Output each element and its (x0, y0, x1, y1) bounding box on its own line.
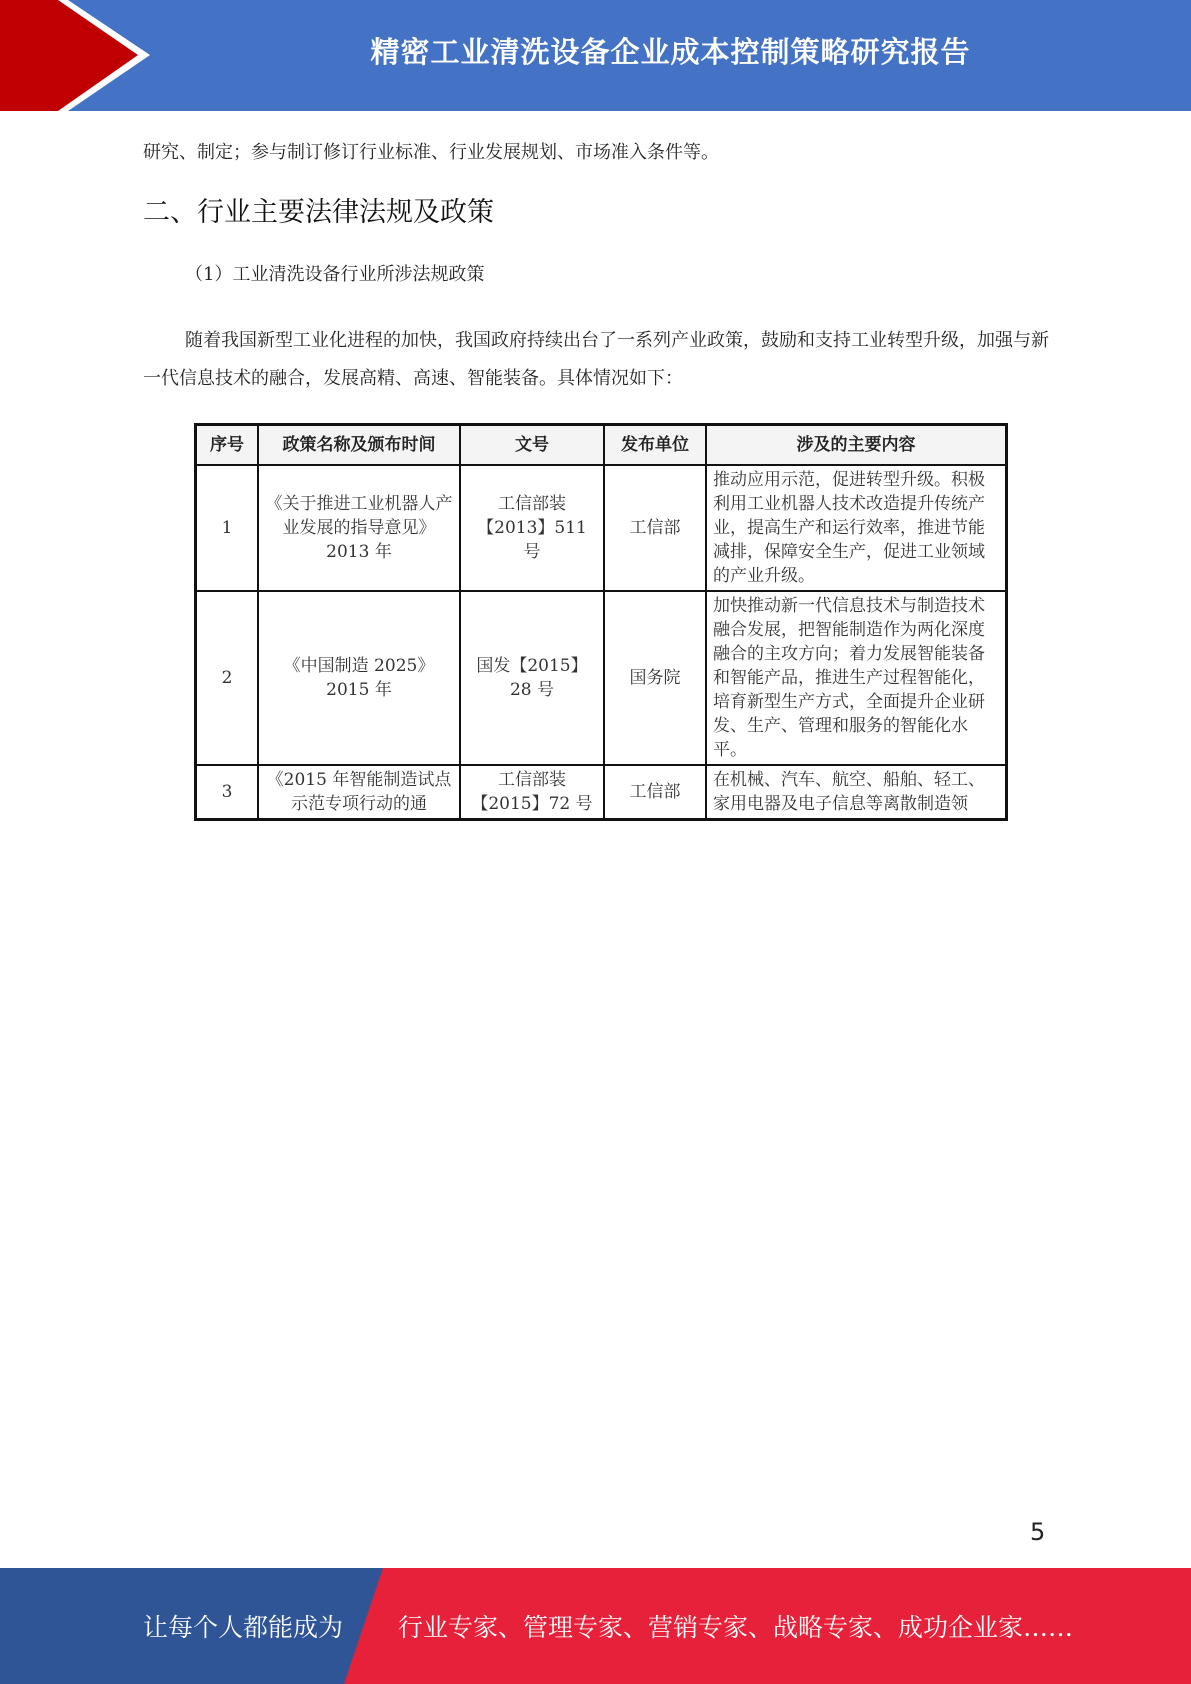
cell-content: 加快推动新一代信息技术与制造技术融合发展，把智能制造作为两化深度融合的主攻方向；着力发展智能装备和智能产品，推进生产过程智能化，培育新型生产方式，全面提升企业研发、生产、管理和服务的智能化水平。 (706, 591, 1007, 765)
table-row (196, 591, 1007, 765)
doc-line-2: 28 号 (509, 680, 555, 700)
cell-policy-name (258, 465, 460, 591)
policy-name-text: 《中国制造 2025》 (283, 656, 435, 676)
section-heading: 二、行业主要法律法规及政策 (143, 197, 494, 228)
footer-banner (0, 1568, 1191, 1684)
cell-no: 1 (196, 465, 259, 591)
doc-line-1: 工信部装 (498, 770, 566, 790)
cell-content: 推动应用示范，促进转型升级。积极利用工业机器人技术改造提升传统产业，提高生产和运行效率，推进节能减排，保障安全生产，促进工业领域的产业升级。 (706, 465, 1007, 591)
policy-table (194, 423, 1008, 821)
header-issuer: 发布单位 (604, 425, 706, 466)
subsection-heading: （1）工业清洗设备行业所涉法规政策 (185, 264, 485, 285)
table-row (196, 465, 1007, 591)
policy-year-text: 2013 年 (326, 542, 392, 562)
header-no: 序号 (196, 425, 259, 466)
policy-name-text: 《2015 年智能制造试点示范专项行动的通 (266, 770, 452, 814)
cell-issuer: 工信部 (604, 465, 706, 591)
policy-intro-paragraph: 随着我国新型工业化进程的加快，我国政府持续出台了一系列产业政策，鼓励和支持工业转型升级，加强与新一代信息技术的融合，发展高精、高速、智能装备。具体情况如下： (143, 330, 1049, 389)
intro-paragraph: 研究、制定；参与制订修订行业标准、行业发展规划、市场准入条件等。 (143, 142, 719, 163)
cell-doc-number (460, 591, 604, 765)
table-header-row (196, 425, 1007, 466)
cell-doc-number (460, 465, 604, 591)
policy-name-text: 《关于推进工业机器人产业发展的指导意见》 (265, 494, 453, 538)
cell-policy-name (258, 591, 460, 765)
table-row (196, 765, 1007, 820)
report-title: 精密工业清洗设备企业成本控制策略研究报告 (370, 34, 971, 69)
cell-content-text: 在机械、汽车、航空、船舶、轻工、家用电器及电子信息等离散制造领 (713, 770, 985, 814)
cell-no: 2 (196, 591, 259, 765)
doc-line-1: 工信部装 (498, 494, 566, 514)
footer-slogan-left: 让每个人都能成为 (143, 1613, 344, 1642)
cell-no: 3 (196, 765, 259, 820)
doc-line-2: 【2013】511 号 (477, 518, 587, 562)
page-number: 5 (1030, 1518, 1046, 1546)
cell-issuer: 工信部 (604, 765, 706, 820)
header-policy-name: 政策名称及颁布时间 (258, 425, 460, 466)
cell-issuer: 国务院 (604, 591, 706, 765)
doc-line-2: 【2015】72 号 (471, 794, 593, 814)
cell-doc-number (460, 765, 604, 820)
cell-content (706, 765, 1007, 820)
doc-line-1: 国发【2015】 (476, 656, 588, 676)
header-doc-number: 文号 (460, 425, 604, 466)
footer-slogan-right: 行业专家、管理专家、营销专家、战略专家、成功企业家…… (398, 1613, 1074, 1642)
header-banner (0, 0, 1191, 111)
policy-year-text: 2015 年 (326, 680, 392, 700)
header-content: 涉及的主要内容 (706, 425, 1007, 466)
cell-policy-name (258, 765, 460, 820)
header-chevron-icon (0, 0, 160, 111)
